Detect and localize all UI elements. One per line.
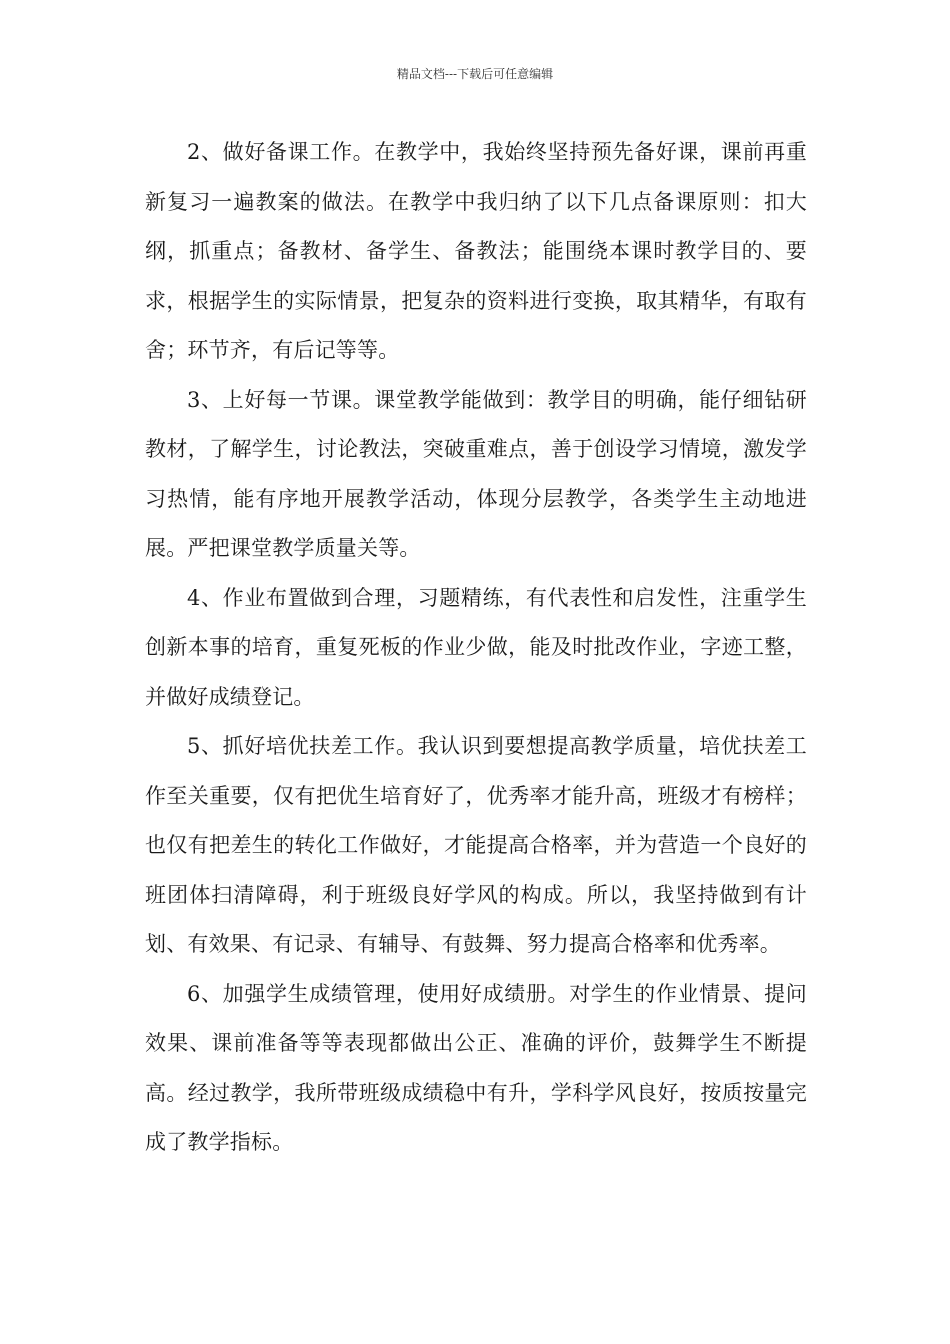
paragraph-lesson-preparation: 2、做好备课工作。在教学中，我始终坚持预先备好课，课前再重新复习一遍教案的做法。在教学中我归纳了以下几点备课原则：扣大纲，抓重点；备教材、备学生、备教法；能围绕本课时教学目的、要求，根据学生的实际情景，把复杂的资料进行变换，取其精华，有取有舍；环节齐，有后记等等。 (145, 140, 807, 362)
page-header: 精品文档---下载后可任意编辑 (396, 67, 554, 81)
document-body (145, 128, 807, 1168)
paragraph-grade-management: 6、加强学生成绩管理，使用好成绩册。对学生的作业情景、提问效果、课前准备等等表现都做出公正、准确的评价，鼓舞学生不断提高。经过教学，我所带班级成绩稳中有升，学科学风良好，按质按量完成了教学指标。 (145, 981, 807, 1154)
paragraph-classroom-teaching: 3、上好每一节课。课堂教学能做到：教学目的明确，能仔细钻研教材，了解学生，讨论教法，突破重难点，善于创设学习情境，激发学习热情，能有序地开展教学活动，体现分层教学，各类学生主动地进展。严把课堂教学质量关等。 (145, 387, 807, 560)
paragraph-homework: 4、作业布置做到合理，习题精练，有代表性和启发性，注重学生创新本事的培育，重复死板的作业少做，能及时批改作业，字迹工整，并做好成绩登记。 (145, 585, 807, 709)
paragraph-tutoring: 5、抓好培优扶差工作。我认识到要想提高教学质量，培优扶差工作至关重要，仅有把优生培育好了，优秀率才能升高，班级才有榜样；也仅有把差生的转化工作做好，才能提高合格率，并为营造一个良好的班团体扫清障碍，利于班级良好学风的构成。所以，我坚持做到有计划、有效果、有记录、有辅导、有鼓舞、努力提高合格率和优秀率。 (145, 734, 807, 956)
